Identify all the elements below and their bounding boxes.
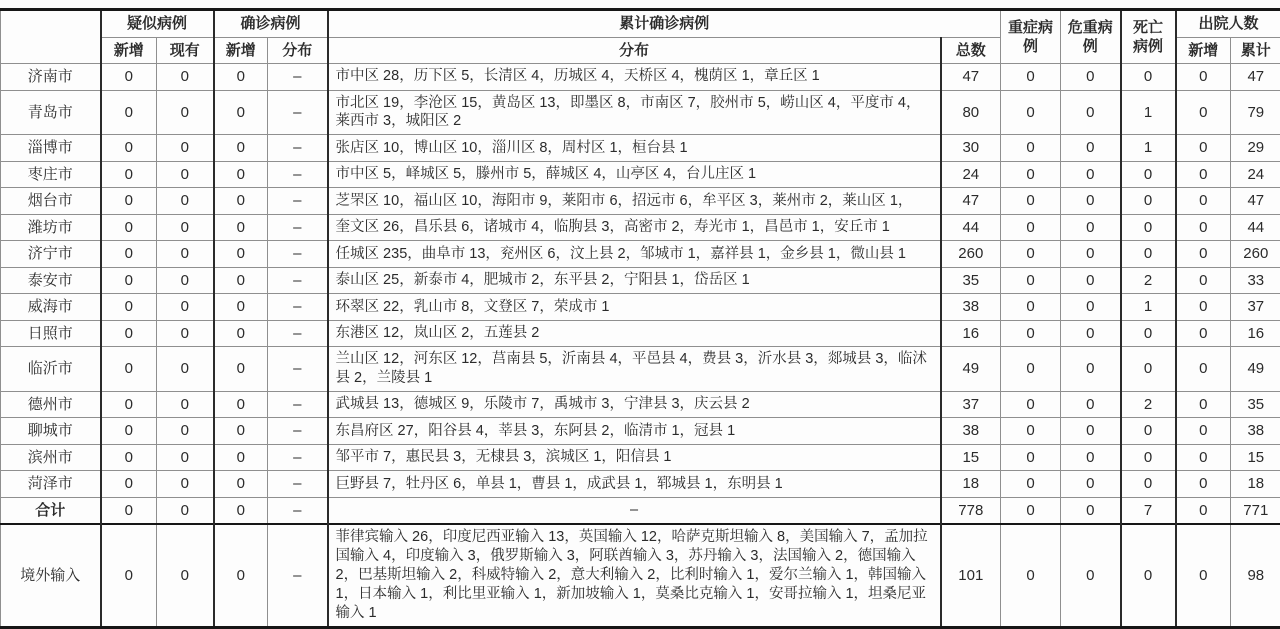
severe-cases-cell: 0 (1001, 188, 1061, 215)
confirmed-distribution-cell: – (268, 320, 328, 347)
severe-cases-cell: 0 (1001, 90, 1061, 135)
severe-cases-cell: 0 (1001, 497, 1061, 524)
discharged-new-cell: 0 (1176, 214, 1231, 241)
cumulative-total-cell: 18 (941, 471, 1001, 498)
death-cases-cell: 0 (1121, 214, 1176, 241)
suspected-new-cell: 0 (101, 188, 157, 215)
confirmed-distribution-cell: – (268, 267, 328, 294)
death-cases-cell: 0 (1121, 64, 1176, 91)
suspected-new-cell: 0 (101, 471, 157, 498)
cumulative-distribution-cell: 市中区 28，历下区 5，长清区 4，历城区 4，天桥区 4，槐荫区 1，章丘区 1 (328, 64, 941, 91)
discharged-cumulative-cell: 47 (1231, 188, 1280, 215)
discharged-new-cell: 0 (1176, 161, 1231, 188)
table-row (1, 64, 1280, 91)
discharged-cumulative-cell: 47 (1231, 64, 1280, 91)
confirmed-distribution-cell: – (268, 64, 328, 91)
discharged-cumulative-cell: 37 (1231, 294, 1280, 321)
critical-cases-cell: 0 (1061, 524, 1121, 627)
subcol-suspected-current: 现有 (157, 37, 214, 64)
confirmed-distribution-cell: – (268, 418, 328, 445)
cumulative-total-cell: 30 (941, 135, 1001, 162)
critical-cases-cell: 0 (1061, 267, 1121, 294)
severe-cases-cell: 0 (1001, 320, 1061, 347)
severe-cases-cell: 0 (1001, 347, 1061, 392)
suspected-current-cell: 0 (157, 135, 214, 162)
subcol-discharged-new: 新增 (1176, 37, 1231, 64)
discharged-cumulative-cell: 260 (1231, 241, 1280, 268)
discharged-new-cell: 0 (1176, 241, 1231, 268)
suspected-current-cell: 0 (157, 214, 214, 241)
cumulative-total-cell: 47 (941, 64, 1001, 91)
cumulative-total-cell: 37 (941, 391, 1001, 418)
region-name-cell: 枣庄市 (1, 161, 101, 188)
table-row (1, 320, 1280, 347)
table-header (1, 10, 1280, 64)
suspected-current-cell: 0 (157, 471, 214, 498)
severe-cases-cell: 0 (1001, 418, 1061, 445)
region-name-cell: 日照市 (1, 320, 101, 347)
cumulative-distribution-cell: 东港区 12，岚山区 2，五莲县 2 (328, 320, 941, 347)
death-cases-cell: 0 (1121, 418, 1176, 445)
region-name-cell: 青岛市 (1, 90, 101, 135)
confirmed-distribution-cell: – (268, 497, 328, 524)
subcol-suspected-new: 新增 (101, 37, 157, 64)
confirmed-distribution-cell: – (268, 347, 328, 392)
confirmed-new-cell: 0 (214, 90, 268, 135)
death-cases-cell: 0 (1121, 471, 1176, 498)
critical-cases-cell: 0 (1061, 294, 1121, 321)
suspected-current-cell: 0 (157, 241, 214, 268)
death-cases-cell: 2 (1121, 267, 1176, 294)
region-name-cell: 威海市 (1, 294, 101, 321)
death-cases-cell: 0 (1121, 161, 1176, 188)
confirmed-distribution-cell: – (268, 135, 328, 162)
confirmed-distribution-cell: – (268, 188, 328, 215)
suspected-current-cell: 0 (157, 444, 214, 471)
suspected-current-cell: 0 (157, 267, 214, 294)
cumulative-distribution-cell: 市北区 19，李沧区 15，黄岛区 13，即墨区 8，市南区 7，胶州市 5，崂山区 4，平度市 4，莱西市 3，城阳区 2 (328, 90, 941, 135)
covid-stats-table (0, 8, 1280, 629)
suspected-current-cell: 0 (157, 294, 214, 321)
cumulative-total-cell: 16 (941, 320, 1001, 347)
discharged-new-cell: 0 (1176, 188, 1231, 215)
suspected-new-cell: 0 (101, 444, 157, 471)
severe-cases-cell: 0 (1001, 267, 1061, 294)
table-row (1, 214, 1280, 241)
cumulative-total-cell: 38 (941, 418, 1001, 445)
cumulative-distribution-cell: 菲律宾输入 26，印度尼西亚输入 13，英国输入 12，哈萨克斯坦输入 8，美国输入 7，孟加拉国输入 4，印度输入 3，俄罗斯输入 3，阿联酋输入 3，苏丹输入 3，法国输入 2，德国输入 2，巴基斯坦输入 2，科威特输入 2，意大利输入 2，比利时输入 1，爱尔兰输入 1，韩国输入 1，日本输入 1，利比里亚输入 1，新加坡输入 1，莫桑比克输入 1，安哥拉输入 1，坦桑尼亚输入 1 (328, 524, 941, 627)
confirmed-new-cell: 0 (214, 444, 268, 471)
confirmed-new-cell: 0 (214, 188, 268, 215)
suspected-current-cell: 0 (157, 161, 214, 188)
region-name-cell: 德州市 (1, 391, 101, 418)
cumulative-total-cell: 44 (941, 214, 1001, 241)
severe-cases-cell: 0 (1001, 391, 1061, 418)
cumulative-total-cell: 35 (941, 267, 1001, 294)
confirmed-new-cell: 0 (214, 497, 268, 524)
discharged-new-cell: 0 (1176, 294, 1231, 321)
discharged-new-cell: 0 (1176, 524, 1231, 627)
confirmed-new-cell: 0 (214, 267, 268, 294)
cumulative-distribution-cell: 巨野县 7，牡丹区 6，单县 1，曹县 1，成武县 1，郓城县 1，东明县 1 (328, 471, 941, 498)
confirmed-distribution-cell: – (268, 90, 328, 135)
table-row (1, 135, 1280, 162)
region-name-cell: 泰安市 (1, 267, 101, 294)
suspected-current-cell: 0 (157, 497, 214, 524)
severe-cases-cell: 0 (1001, 64, 1061, 91)
confirmed-distribution-cell: – (268, 161, 328, 188)
confirmed-distribution-cell: – (268, 214, 328, 241)
suspected-new-cell: 0 (101, 391, 157, 418)
severe-cases-cell: 0 (1001, 444, 1061, 471)
severe-cases-cell: 0 (1001, 294, 1061, 321)
critical-cases-cell: 0 (1061, 418, 1121, 445)
death-cases-cell: 0 (1121, 444, 1176, 471)
table-row (1, 161, 1280, 188)
death-cases-cell: 0 (1121, 241, 1176, 268)
confirmed-new-cell: 0 (214, 320, 268, 347)
confirmed-new-cell: 0 (214, 241, 268, 268)
suspected-current-cell: 0 (157, 64, 214, 91)
table-row (1, 444, 1280, 471)
critical-cases-cell: 0 (1061, 64, 1121, 91)
suspected-current-cell: 0 (157, 418, 214, 445)
cumulative-total-cell: 15 (941, 444, 1001, 471)
table-body (1, 64, 1280, 628)
discharged-cumulative-cell: 18 (1231, 471, 1280, 498)
region-name-cell: 滨州市 (1, 444, 101, 471)
cumulative-distribution-cell: 环翠区 22，乳山市 8，文登区 7，荣成市 1 (328, 294, 941, 321)
subcol-cumulative-total: 总数 (941, 37, 1001, 64)
death-cases-cell: 0 (1121, 524, 1176, 627)
critical-cases-cell: 0 (1061, 241, 1121, 268)
table-row (1, 188, 1280, 215)
suspected-current-cell: 0 (157, 90, 214, 135)
confirmed-new-cell: 0 (214, 418, 268, 445)
critical-cases-cell: 0 (1061, 444, 1121, 471)
severe-cases-cell: 0 (1001, 161, 1061, 188)
corner-cell (1, 10, 101, 64)
suspected-current-cell: 0 (157, 524, 214, 627)
critical-cases-cell: 0 (1061, 90, 1121, 135)
col-header-cumulative-confirmed: 累计确诊病例 (328, 10, 1001, 38)
discharged-new-cell: 0 (1176, 320, 1231, 347)
cumulative-total-cell: 80 (941, 90, 1001, 135)
discharged-cumulative-cell: 98 (1231, 524, 1280, 627)
table-row (1, 294, 1280, 321)
table-row (1, 471, 1280, 498)
confirmed-new-cell: 0 (214, 391, 268, 418)
discharged-new-cell: 0 (1176, 391, 1231, 418)
table-row (1, 241, 1280, 268)
discharged-new-cell: 0 (1176, 444, 1231, 471)
header-row-groups (1, 10, 1280, 38)
discharged-new-cell: 0 (1176, 418, 1231, 445)
cumulative-distribution-cell: 芝罘区 10，福山区 10，海阳市 9，莱阳市 6，招远市 6，牟平区 3，莱州市 2，莱山区 1， (328, 188, 941, 215)
suspected-new-cell: 0 (101, 347, 157, 392)
death-cases-cell: 1 (1121, 294, 1176, 321)
confirmed-distribution-cell: – (268, 444, 328, 471)
discharged-new-cell: 0 (1176, 64, 1231, 91)
discharged-new-cell: 0 (1176, 90, 1231, 135)
critical-cases-cell: 0 (1061, 161, 1121, 188)
region-name-cell: 济南市 (1, 64, 101, 91)
cumulative-total-cell: 260 (941, 241, 1001, 268)
region-name-cell: 烟台市 (1, 188, 101, 215)
confirmed-distribution-cell: – (268, 241, 328, 268)
region-name-cell: 潍坊市 (1, 214, 101, 241)
col-header-critical-cases: 危重病例 (1061, 10, 1121, 64)
confirmed-new-cell: 0 (214, 135, 268, 162)
col-header-confirmed-cases: 确诊病例 (214, 10, 328, 38)
subcol-confirmed-new: 新增 (214, 37, 268, 64)
death-cases-cell: 1 (1121, 90, 1176, 135)
critical-cases-cell: 0 (1061, 471, 1121, 498)
confirmed-new-cell: 0 (214, 294, 268, 321)
death-cases-cell: 0 (1121, 347, 1176, 392)
severe-cases-cell: 0 (1001, 241, 1061, 268)
suspected-new-cell: 0 (101, 241, 157, 268)
suspected-new-cell: 0 (101, 161, 157, 188)
region-name-cell: 合计 (1, 497, 101, 524)
cumulative-distribution-cell: 邹平市 7，惠民县 3，无棣县 3，滨城区 1，阳信县 1 (328, 444, 941, 471)
discharged-cumulative-cell: 16 (1231, 320, 1280, 347)
col-header-death-cases: 死亡病例 (1121, 10, 1176, 64)
cumulative-distribution-cell: 泰山区 25，新泰市 4，肥城市 2，东平县 2，宁阳县 1，岱岳区 1 (328, 267, 941, 294)
discharged-new-cell: 0 (1176, 135, 1231, 162)
subcol-cumulative-distribution: 分布 (328, 37, 941, 64)
discharged-cumulative-cell: 24 (1231, 161, 1280, 188)
region-name-cell: 济宁市 (1, 241, 101, 268)
discharged-new-cell: 0 (1176, 497, 1231, 524)
critical-cases-cell: 0 (1061, 497, 1121, 524)
suspected-new-cell: 0 (101, 135, 157, 162)
suspected-new-cell: 0 (101, 497, 157, 524)
discharged-cumulative-cell: 38 (1231, 418, 1280, 445)
discharged-cumulative-cell: 33 (1231, 267, 1280, 294)
suspected-current-cell: 0 (157, 391, 214, 418)
region-name-cell: 淄博市 (1, 135, 101, 162)
table-row (1, 524, 1280, 627)
cumulative-distribution-cell: 奎文区 26，昌乐县 6，诸城市 4，临朐县 3，高密市 2，寿光市 1，昌邑市 1，安丘市 1 (328, 214, 941, 241)
col-header-severe-cases: 重症病例 (1001, 10, 1061, 64)
confirmed-distribution-cell: – (268, 471, 328, 498)
discharged-new-cell: 0 (1176, 471, 1231, 498)
suspected-current-cell: 0 (157, 188, 214, 215)
subcol-discharged-cumulative: 累计 (1231, 37, 1280, 64)
critical-cases-cell: 0 (1061, 214, 1121, 241)
cumulative-total-cell: 24 (941, 161, 1001, 188)
critical-cases-cell: 0 (1061, 347, 1121, 392)
confirmed-new-cell: 0 (214, 161, 268, 188)
discharged-new-cell: 0 (1176, 347, 1231, 392)
cumulative-distribution-cell: 兰山区 12，河东区 12，莒南县 5，沂南县 4，平邑县 4，费县 3，沂水县 3，郯城县 3，临沭县 2，兰陵县 1 (328, 347, 941, 392)
confirmed-new-cell: 0 (214, 347, 268, 392)
cumulative-distribution-cell: 武城县 13，德城区 9，乐陵市 7，禹城市 3，宁津县 3，庆云县 2 (328, 391, 941, 418)
cumulative-total-cell: 38 (941, 294, 1001, 321)
suspected-new-cell: 0 (101, 294, 157, 321)
table-row (1, 267, 1280, 294)
confirmed-distribution-cell: – (268, 391, 328, 418)
confirmed-distribution-cell: – (268, 524, 328, 627)
suspected-new-cell: 0 (101, 524, 157, 627)
severe-cases-cell: 0 (1001, 471, 1061, 498)
death-cases-cell: 0 (1121, 320, 1176, 347)
confirmed-new-cell: 0 (214, 214, 268, 241)
severe-cases-cell: 0 (1001, 135, 1061, 162)
death-cases-cell: 1 (1121, 135, 1176, 162)
cumulative-distribution-cell: 任城区 235，曲阜市 13，兖州区 6，汶上县 2，邹城市 1，嘉祥县 1，金乡县 1，微山县 1 (328, 241, 941, 268)
table-row (1, 90, 1280, 135)
cumulative-distribution-cell: 东昌府区 27，阳谷县 4，莘县 3，东阿县 2，临清市 1，冠县 1 (328, 418, 941, 445)
critical-cases-cell: 0 (1061, 135, 1121, 162)
region-name-cell: 聊城市 (1, 418, 101, 445)
table-row (1, 497, 1280, 524)
suspected-current-cell: 0 (157, 347, 214, 392)
region-name-cell: 境外输入 (1, 524, 101, 627)
suspected-current-cell: 0 (157, 320, 214, 347)
suspected-new-cell: 0 (101, 64, 157, 91)
suspected-new-cell: 0 (101, 267, 157, 294)
death-cases-cell: 2 (1121, 391, 1176, 418)
critical-cases-cell: 0 (1061, 391, 1121, 418)
suspected-new-cell: 0 (101, 214, 157, 241)
critical-cases-cell: 0 (1061, 320, 1121, 347)
discharged-cumulative-cell: 771 (1231, 497, 1280, 524)
cumulative-total-cell: 47 (941, 188, 1001, 215)
region-name-cell: 菏泽市 (1, 471, 101, 498)
cumulative-total-cell: 49 (941, 347, 1001, 392)
discharged-cumulative-cell: 35 (1231, 391, 1280, 418)
death-cases-cell: 0 (1121, 188, 1176, 215)
region-name-cell: 临沂市 (1, 347, 101, 392)
confirmed-new-cell: 0 (214, 524, 268, 627)
confirmed-distribution-cell: – (268, 294, 328, 321)
discharged-cumulative-cell: 49 (1231, 347, 1280, 392)
table-row (1, 391, 1280, 418)
discharged-cumulative-cell: 15 (1231, 444, 1280, 471)
cumulative-distribution-cell: 市中区 5，峄城区 5，滕州市 5，薛城区 4，山亭区 4，台儿庄区 1 (328, 161, 941, 188)
confirmed-new-cell: 0 (214, 64, 268, 91)
discharged-cumulative-cell: 29 (1231, 135, 1280, 162)
discharged-new-cell: 0 (1176, 267, 1231, 294)
suspected-new-cell: 0 (101, 418, 157, 445)
cumulative-total-cell: 778 (941, 497, 1001, 524)
discharged-cumulative-cell: 44 (1231, 214, 1280, 241)
confirmed-new-cell: 0 (214, 471, 268, 498)
table-row (1, 418, 1280, 445)
col-header-discharged: 出院人数 (1176, 10, 1280, 38)
critical-cases-cell: 0 (1061, 188, 1121, 215)
cumulative-distribution-cell: 张店区 10，博山区 10，淄川区 8，周村区 1，桓台县 1 (328, 135, 941, 162)
discharged-cumulative-cell: 79 (1231, 90, 1280, 135)
cumulative-distribution-cell: – (328, 497, 941, 524)
suspected-new-cell: 0 (101, 90, 157, 135)
suspected-new-cell: 0 (101, 320, 157, 347)
death-cases-cell: 7 (1121, 497, 1176, 524)
cumulative-total-cell: 101 (941, 524, 1001, 627)
severe-cases-cell: 0 (1001, 214, 1061, 241)
subcol-confirmed-distribution: 分布 (268, 37, 328, 64)
col-header-suspected-cases: 疑似病例 (101, 10, 214, 38)
severe-cases-cell: 0 (1001, 524, 1061, 627)
table-row (1, 347, 1280, 392)
